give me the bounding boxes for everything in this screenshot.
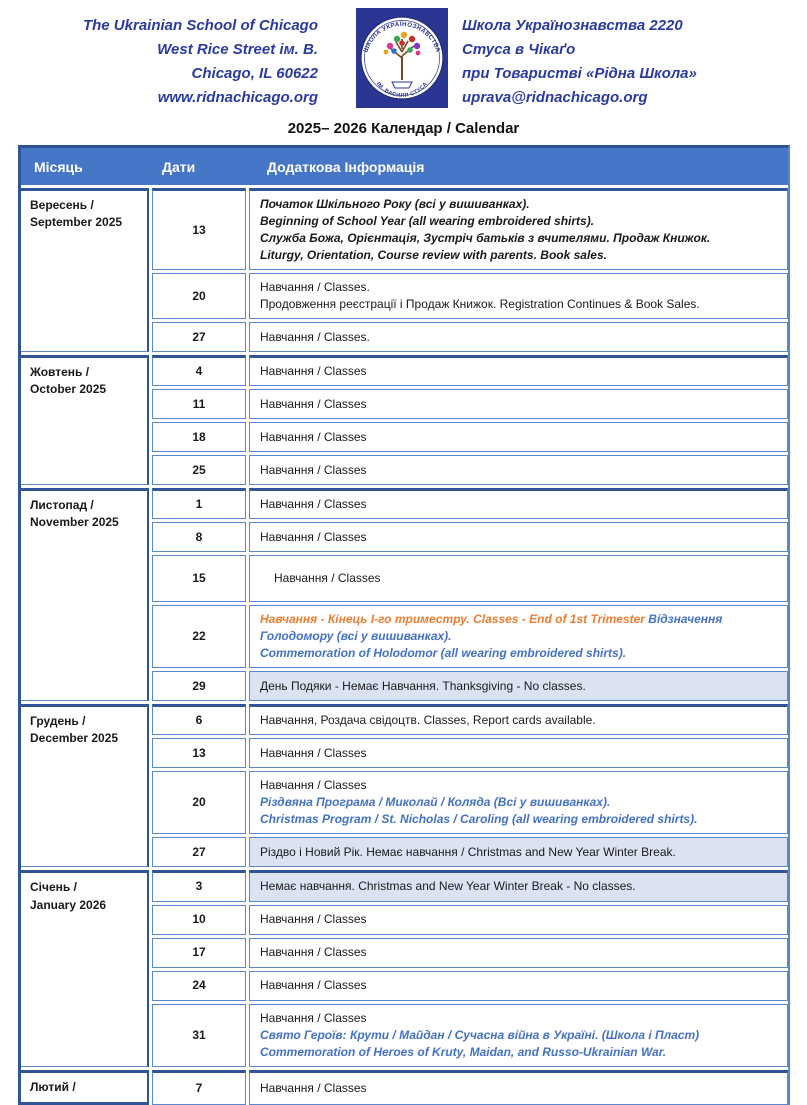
text-segment: Навчання / Classes (260, 911, 367, 926)
text-segment: День Подяки - Немає Навчання. Thanksgiving - No classes. (260, 678, 586, 693)
text-segment: Commemoration of Heroes of Kruty, Maidan, and Russo-Ukrainian War. (260, 1044, 667, 1059)
info-cell (249, 938, 788, 968)
info-cell (249, 905, 788, 935)
info-line (260, 1044, 777, 1061)
text-segment: Навчання / Classes (260, 977, 367, 992)
month-cell (21, 704, 149, 867)
info-line (260, 645, 777, 662)
date-cell: 27 (152, 322, 246, 352)
info-cell (249, 188, 788, 270)
school-street: West Rice Street ім. В. (157, 41, 318, 58)
date-cell: 27 (152, 837, 246, 867)
info-cell (249, 488, 788, 519)
text-segment: Навчання / Classes (260, 745, 367, 760)
info-line (260, 296, 777, 313)
date-cell: 13 (152, 188, 246, 270)
info-line (260, 811, 777, 828)
text-segment: Навчання / Classes (274, 571, 381, 586)
text-segment: Навчання / Classes (260, 462, 367, 477)
info-line (260, 678, 777, 695)
month-label: Жовтень / (30, 365, 90, 380)
month-label: Вересень / (30, 198, 94, 212)
info-cell (249, 455, 788, 485)
text-segment: Різдвяна Програма / Миколай / Коляда (Всі у вишиванках). (260, 795, 611, 810)
info-line (260, 745, 777, 762)
text-segment: Навчання / Classes (260, 429, 367, 444)
info-cell (249, 273, 788, 319)
text-segment: Commemoration of Holodomor (all wearing embroidered shirts). (260, 646, 627, 661)
info-line (260, 247, 777, 264)
logo-bottom-text: ІМ. ВАСИЛЯ СТУСА (374, 81, 430, 100)
month-cell (21, 870, 149, 1066)
info-cell (249, 1070, 788, 1105)
month-cell (21, 1070, 149, 1105)
page-title: 2025– 2026 Календар / Calendar (287, 120, 520, 137)
text-segment: Навчання / Classes (260, 364, 367, 379)
date-cell: 10 (152, 905, 246, 935)
text-segment: Навчання / Classes. (260, 329, 370, 344)
info-line (260, 611, 777, 645)
school-info-ukrainian-block (462, 8, 697, 110)
date-cell: 18 (152, 422, 246, 452)
calendar-table (18, 145, 790, 1105)
date-cell: 7 (152, 1070, 246, 1105)
info-line (260, 911, 777, 928)
month-label: Грудень / (30, 714, 86, 729)
date-cell: 6 (152, 704, 246, 735)
school-name-en: The Ukrainian School of Chicago (82, 17, 318, 34)
table-header-row (21, 148, 788, 185)
info-line (260, 794, 777, 811)
info-cell (249, 704, 788, 735)
text-segment: Продовження реєстрації і Продаж Книжок. Registration Continues & Book Sales. (260, 297, 700, 312)
info-cell (249, 870, 788, 901)
date-cell: 31 (152, 1004, 246, 1067)
school-name-uk: Школа Українознавства 2220 (462, 17, 683, 34)
date-cell: 4 (152, 355, 246, 386)
info-line (260, 496, 777, 513)
info-cell (249, 555, 788, 602)
text-segment: Навчання / Classes (260, 1010, 367, 1025)
month-label: January 2026 (30, 897, 107, 912)
info-line (274, 570, 777, 587)
month-cell (21, 188, 149, 352)
school-email: uprava@ridnachicago.org (462, 89, 648, 106)
info-line (260, 529, 777, 546)
month-label: December 2025 (30, 731, 119, 746)
school-society: при Товаристві «Рідна Школа» (462, 65, 697, 82)
text-segment: Навчання / Classes (260, 1080, 367, 1095)
month-label: October 2025 (30, 382, 107, 397)
info-cell (249, 522, 788, 552)
month-label: November 2025 (30, 515, 119, 530)
info-line (260, 844, 777, 861)
info-cell (249, 605, 788, 668)
logo-top-text: ШКОЛА УКРАЇНОЗНАВСТВА (362, 20, 442, 54)
text-segment: Навчання - Кінець І-го триместру. Classes - End of 1st Trimester (260, 612, 645, 627)
text-segment: Служба Божа, Орієнтація, Зустріч батьків з вчителями. Продаж Книжок. (260, 231, 711, 246)
date-cell: 24 (152, 971, 246, 1001)
info-cell (249, 355, 788, 386)
info-line (260, 396, 777, 413)
info-cell (249, 1004, 788, 1067)
info-cell (249, 422, 788, 452)
date-cell: 29 (152, 671, 246, 701)
month-label: September 2025 (30, 215, 123, 230)
date-cell: 20 (152, 273, 246, 319)
column-header-info: Додаткова Інформація (267, 158, 425, 175)
date-cell: 22 (152, 605, 246, 668)
text-segment: Різдво і Новий Рік. Немає навчання / Christmas and New Year Winter Break. (260, 844, 676, 859)
date-cell: 20 (152, 771, 246, 834)
info-cell (249, 389, 788, 419)
info-line (260, 329, 777, 346)
info-line (260, 1080, 777, 1097)
text-segment: Навчання / Classes (260, 778, 367, 793)
text-segment: Навчання / Classes (260, 944, 367, 959)
text-segment: Beginning of School Year (all wearing embroidered shirts). (260, 214, 595, 229)
info-line (260, 230, 777, 247)
date-cell: 3 (152, 870, 246, 901)
text-segment: Liturgy, Orientation, Course review with parents. Book sales. (260, 248, 607, 263)
month-label: Січень / (30, 880, 77, 895)
date-cell: 13 (152, 738, 246, 768)
text-segment: Свято Героїв: Крути / Майдан / Сучасна війна в Україні. (Школа і Пласт) (260, 1027, 700, 1042)
info-line (260, 878, 777, 895)
text-segment: Навчання / Classes (260, 396, 367, 411)
school-website: www.ridnachicago.org (157, 89, 318, 106)
text-segment: Немає навчання. Christmas and New Year Winter Break - No classes. (260, 879, 636, 894)
text-segment: Навчання, Роздача свідоцтв. Classes, Report cards available. (260, 713, 596, 728)
info-line (260, 712, 777, 729)
text-segment: Навчання / Classes. (260, 280, 370, 295)
column-header-dates: Дати (162, 158, 196, 175)
text-segment: Навчання / Classes (260, 529, 367, 544)
info-line (260, 213, 777, 230)
date-cell: 11 (152, 389, 246, 419)
letterhead (0, 0, 807, 110)
info-cell (249, 671, 788, 701)
text-segment: Відзначення Голодомору (всі у вишиванках). (260, 612, 723, 644)
date-cell: 8 (152, 522, 246, 552)
date-cell: 15 (152, 555, 246, 602)
school-address-block (0, 8, 318, 110)
info-line (260, 977, 777, 994)
date-cell: 17 (152, 938, 246, 968)
info-cell (249, 971, 788, 1001)
date-cell: 1 (152, 488, 246, 519)
info-line (260, 777, 777, 794)
month-label: Листопад / (30, 498, 94, 513)
school-name-uk-2: Стуса в Чікаґо (462, 41, 576, 58)
text-segment: Christmas Program / St. Nicholas / Caroling (all wearing embroidered shirts). (260, 812, 698, 827)
info-line (260, 196, 777, 213)
text-segment: Початок Шкільного Року (всі у вишиванках). (260, 197, 530, 211)
info-cell (249, 738, 788, 768)
school-logo (356, 8, 448, 108)
column-header-month: Місяць (34, 158, 83, 175)
month-cell (21, 488, 149, 701)
info-line (260, 363, 777, 380)
info-line (260, 944, 777, 961)
text-segment: Навчання / Classes (260, 497, 367, 512)
logo-tree-trunk (401, 56, 403, 80)
info-line (260, 279, 777, 296)
info-cell (249, 322, 788, 352)
school-city: Chicago, IL 60622 (191, 65, 318, 82)
info-line (260, 1010, 777, 1027)
info-line (260, 429, 777, 446)
month-label: Лютий / (30, 1079, 76, 1094)
month-cell (21, 355, 149, 485)
info-line (260, 462, 777, 479)
info-cell (249, 837, 788, 867)
date-cell: 25 (152, 455, 246, 485)
info-line (260, 1027, 777, 1044)
info-cell (249, 771, 788, 834)
